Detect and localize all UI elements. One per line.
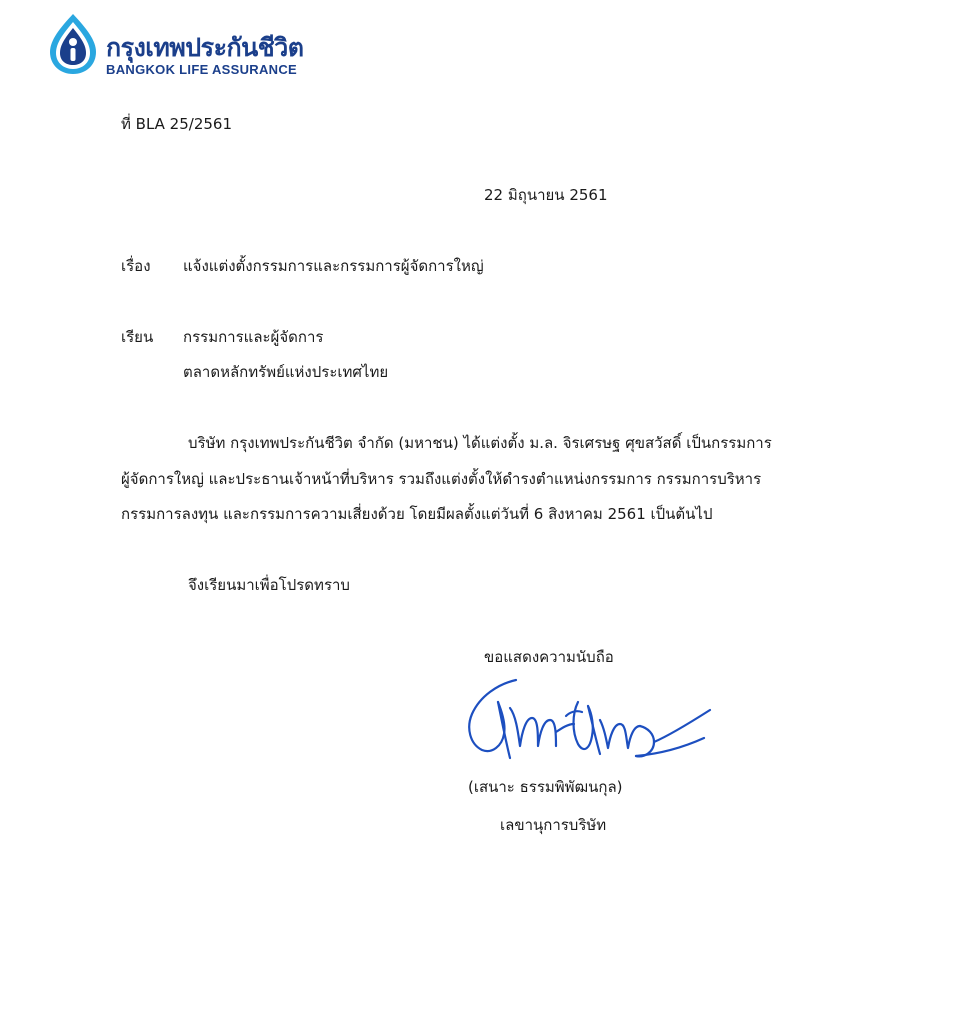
logo-text-english: BANGKOK LIFE ASSURANCE: [106, 62, 298, 77]
body-line-2: ผู้จัดการใหญ่ และประธานเจ้าหน้าที่บริหาร รวมถึงแต่งตั้งให้ดำรงตำแหน่งกรรมการ กรรมการบริหาร: [121, 470, 762, 488]
company-logo: [46, 12, 316, 82]
body-line-1: บริษัท กรุงเทพประกันชีวิต จำกัด (มหาชน) ได้แต่งตั้ง ม.ล. จิรเศรษฐ ศุขสวัสดิ์ เป็นกรรมการ: [188, 434, 772, 452]
recipient-line-2: ตลาดหลักทรัพย์แห่งประเทศไทย: [183, 363, 389, 381]
logo-text-thai: กรุงเทพประกันชีวิต: [106, 33, 304, 62]
subject-text: แจ้งแต่งตั้งกรรมการและกรรมการผู้จัดการใหญ่: [183, 257, 484, 275]
closing-line: จึงเรียนมาเพื่อโปรดทราบ: [188, 576, 350, 594]
handwritten-signature: [458, 662, 718, 782]
signer-position: เลขานุการบริษัท: [500, 816, 607, 834]
logo-mark-icon: [46, 12, 100, 76]
letter-date: 22 มิถุนายน 2561: [484, 186, 608, 204]
regards-line: ขอแสดงความนับถือ: [484, 648, 614, 666]
signer-name: (เสนาะ ธรรมพิพัฒนกุล): [468, 778, 623, 796]
body-line-3: กรรมการลงทุน และกรรมการความเสี่ยงด้วย โดยมีผลตั้งแต่วันที่ 6 สิงหาคม 2561 เป็นต้นไป: [121, 505, 713, 523]
recipient-line-1: กรรมการและผู้จัดการ: [183, 328, 324, 346]
recipient-label: เรียน: [121, 328, 154, 346]
reference-number: ที่ BLA 25/2561: [121, 115, 232, 133]
subject-label: เรื่อง: [121, 257, 151, 275]
